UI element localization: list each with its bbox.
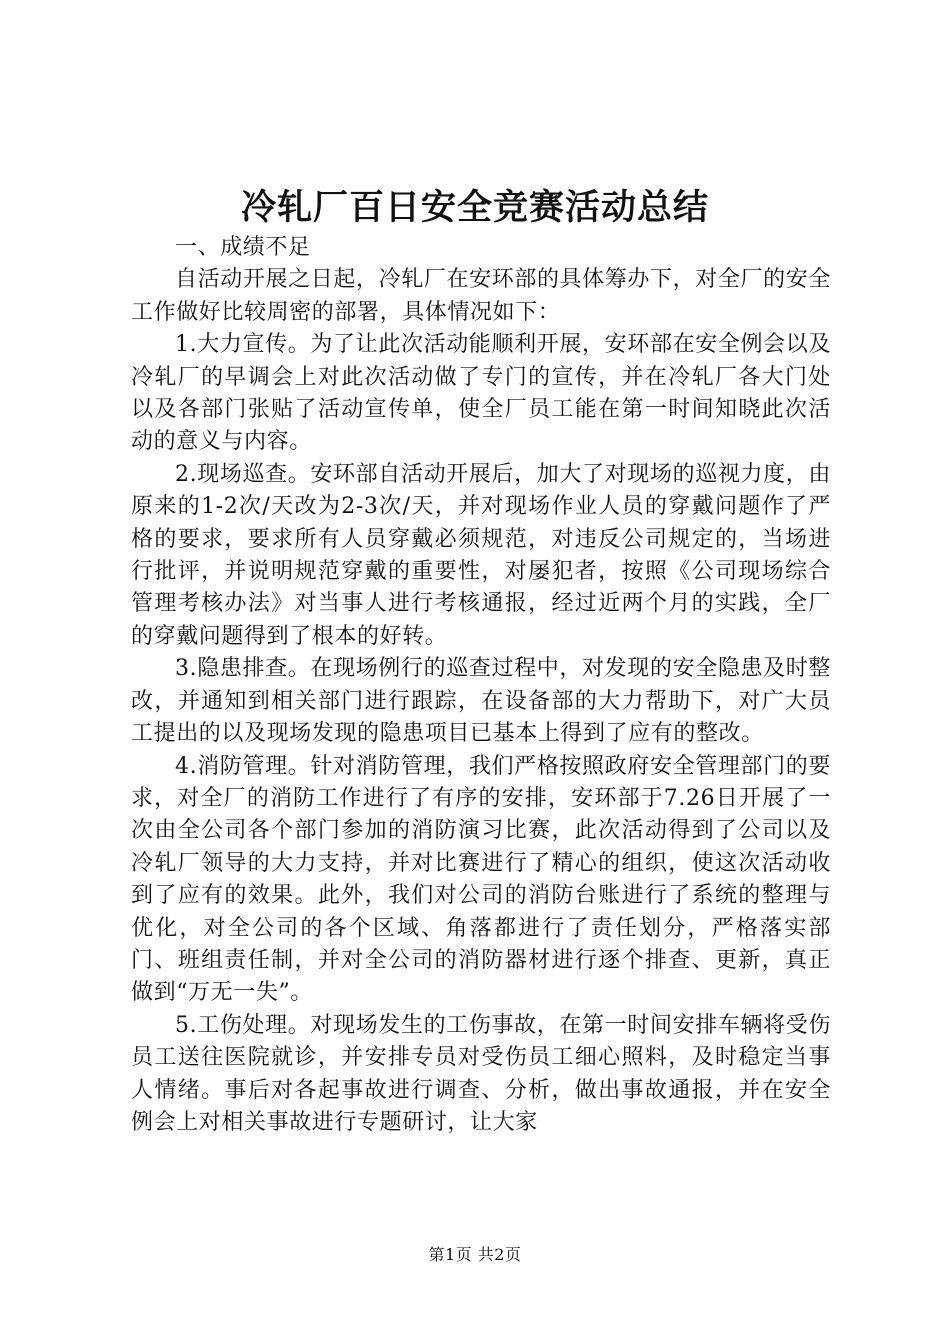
- document-title: 冷轧厂百日安全竞赛活动总结: [240, 187, 709, 228]
- section-heading: 一、成绩不足: [175, 235, 311, 260]
- paragraph-item-5: 5.工伤处理。对现场发生的工伤事故，在第一时间安排车辆将受伤员工送往医院就诊，并安排专员对受伤员工细心照料，及时稳定当事人情绪。事后对各起事故进行调查、分析，做出事故通报，并在安全例会上对相关事故进行专题研讨，让大家: [131, 1012, 831, 1135]
- document-body: [131, 232, 831, 1139]
- paragraph-item-4: 4.消防管理。针对消防管理，我们严格按照政府安全管理部门的要求，对全厂的消防工作进行了有序的安排，安环部于7.26日开展了一次由全公司各个部门参加的消防演习比赛，此次活动得到了公司以及冷轧厂领导的大力支持，并对比赛进行了精心的组织，使这次活动收到了应有的效果。此外，我们对公司的消防台账进行了系统的整理与优化，对全公司的各个区域、角落都进行了责任划分，严格落实部门、班组责任制，并对全公司的消防器材进行逐个排查、更新，真正做到“万无一失”。: [131, 753, 831, 1006]
- paragraph-item-1: 1.大力宣传。为了让此次活动能顺利开展，安环部在安全例会以及冷轧厂的早调会上对此次活动做了专门的宣传，并在冷轧厂各大门处以及各部门张贴了活动宣传单，使全厂员工能在第一时间知晓此次活动的意义与内容。: [131, 332, 831, 455]
- paragraph-intro: 自活动开展之日起，冷轧厂在安环部的具体筹办下，对全厂的安全工作做好比较周密的部署，具体情况如下：: [131, 267, 831, 325]
- paragraph-item-2: 2.现场巡查。安环部自活动开展后，加大了对现场的巡视力度，由原来的1-2次/天改为2-3次/天，并对现场作业人员的穿戴问题作了严格的要求，要求所有人员穿戴必须规范，对违反公司规定的，当场进行批评，并说明规范穿戴的重要性，对屡犯者，按照《公司现场综合管理考核办法》对当事人进行考核通报，经过近两个月的实践，全厂的穿戴问题得到了根本的好转。: [131, 461, 831, 649]
- page-footer: 第1页 共2页: [428, 1245, 522, 1264]
- paragraph-item-3: 3.隐患排查。在现场例行的巡查过程中，对发现的安全隐患及时整改，并通知到相关部门进行跟踪，在设备部的大力帮助下，对广大员工提出的以及现场发现的隐患项目已基本上得到了应有的整改。: [131, 656, 831, 747]
